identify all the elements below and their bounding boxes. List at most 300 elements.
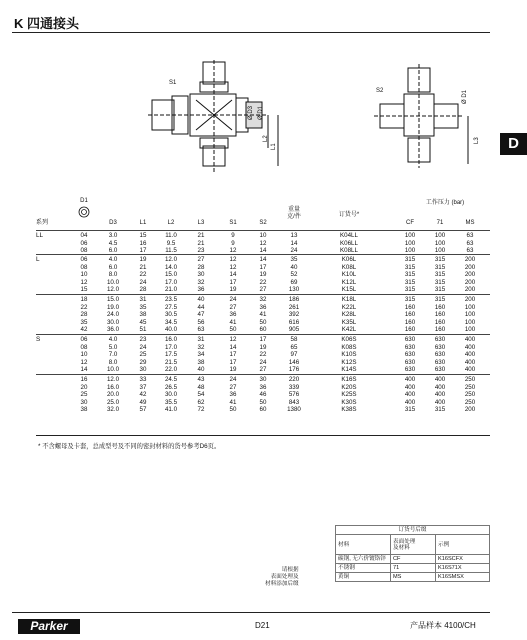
table-cell: 25.0: [106, 398, 120, 406]
header-l2: L2: [167, 220, 175, 226]
series-label: L: [36, 256, 40, 263]
table-cell: 4.0: [108, 256, 118, 263]
table-cell: 51: [139, 326, 147, 334]
table-cell: 18: [80, 296, 88, 303]
table-cell: 48: [197, 383, 205, 391]
table-row: [36, 279, 490, 287]
table-cell: K12S: [341, 358, 357, 366]
table-cell: 160: [434, 326, 446, 334]
table-cell: 52: [290, 271, 298, 279]
table-cell: 9.5: [166, 239, 176, 247]
table-cell: 4.5: [108, 239, 118, 247]
header-71: 71: [436, 220, 444, 226]
table-cell: 41: [229, 318, 237, 326]
table-cell: 14: [229, 271, 237, 279]
table-cell: K38S: [341, 406, 357, 414]
table-cell: 36: [229, 391, 237, 399]
suffix-cell: K16SMSX: [436, 573, 490, 582]
table-cell: 9: [231, 239, 235, 247]
table-cell: 22: [259, 351, 267, 359]
table-cell: 08: [80, 263, 88, 271]
table-cell: 24: [290, 247, 298, 255]
suffix-instructions: 请根据 表面处理及 材料添加后缀: [265, 567, 299, 587]
table-row: [36, 366, 490, 374]
table-cell: 250: [464, 376, 476, 383]
table-cell: 19: [259, 343, 267, 351]
page-number: D21: [255, 621, 270, 630]
table-cell: 630: [434, 336, 446, 343]
table-cell: 27: [197, 256, 205, 263]
table-cell: 4.0: [108, 336, 118, 343]
l1-label: L1: [271, 143, 277, 150]
table-cell: 100: [434, 239, 446, 247]
table-cell: 261: [288, 303, 300, 311]
table-cell: 315: [404, 263, 416, 271]
table-group: [36, 334, 490, 375]
table-cell: 60: [259, 326, 267, 334]
table-cell: 315: [404, 256, 416, 263]
suffix-table-title: 订货号后缀: [336, 526, 490, 535]
table-cell: 8.0: [108, 358, 118, 366]
table-cell: 400: [404, 391, 416, 399]
table-cell: 34.5: [164, 318, 178, 326]
table-cell: 24: [139, 343, 147, 351]
table-cell: K22L: [341, 303, 357, 311]
table-cell: 630: [404, 358, 416, 366]
header-weight: 重量 克/件: [287, 207, 301, 220]
table-cell: 63: [466, 247, 474, 255]
table-cell: 17.5: [164, 351, 178, 359]
table-cell: 27.5: [164, 303, 178, 311]
d1-label: Ø D1: [258, 105, 264, 120]
table-cell: 54: [197, 391, 205, 399]
table-cell: 9: [231, 232, 235, 239]
table-cell: 160: [434, 311, 446, 319]
table-cell: 38: [197, 358, 205, 366]
table-cell: 41.0: [164, 406, 178, 414]
table-cell: 315: [404, 286, 416, 294]
header-s1: S1: [229, 220, 237, 226]
table-cell: 41: [259, 311, 267, 319]
table-cell: 100: [464, 311, 476, 319]
table-cell: 315: [434, 263, 446, 271]
table-cell: 60: [259, 406, 267, 414]
table-cell: 14: [290, 239, 298, 247]
table-cell: K15L: [341, 286, 357, 294]
table-cell: 28: [197, 263, 205, 271]
table-cell: 30: [139, 366, 147, 374]
table-cell: 315: [434, 256, 446, 263]
table-cell: 19: [229, 286, 237, 294]
table-cell: 56: [197, 318, 205, 326]
table-cell: 200: [464, 406, 476, 414]
table-cell: 130: [288, 286, 300, 294]
table-cell: 47: [197, 311, 205, 319]
header-series: 系列: [36, 220, 49, 226]
table-cell: 315: [434, 286, 446, 294]
table-cell: 250: [464, 391, 476, 399]
header-cf: CF: [406, 220, 414, 226]
table-cell: 27: [259, 366, 267, 374]
table-cell: 21: [197, 239, 205, 247]
table-cell: 12: [229, 256, 237, 263]
table-cell: 100: [464, 326, 476, 334]
table-cell: 100: [404, 232, 416, 239]
table-cell: 630: [404, 351, 416, 359]
table-row: [36, 264, 490, 272]
table-cell: 22.0: [164, 366, 178, 374]
table-cell: 616: [288, 318, 300, 326]
table-cell: 50: [259, 318, 267, 326]
table-cell: 100: [404, 247, 416, 255]
table-cell: 25: [80, 391, 88, 399]
table-cell: 35: [139, 303, 147, 311]
table-cell: 50: [259, 398, 267, 406]
table-cell: 08: [80, 247, 88, 255]
table-row: [36, 326, 490, 334]
table-cell: 630: [434, 343, 446, 351]
table-bottom-rule: [36, 435, 490, 436]
table-group: [36, 294, 490, 335]
table-cell: 400: [464, 351, 476, 359]
table-cell: 04: [80, 232, 88, 239]
table-cell: 17.0: [164, 278, 178, 286]
table-cell: 41: [229, 398, 237, 406]
table-cell: 186: [288, 296, 300, 303]
page-title: K 四通接头: [14, 16, 80, 31]
table-cell: 12: [229, 336, 237, 343]
table-row: [336, 573, 490, 582]
table-cell: K06LL: [340, 239, 358, 247]
table-row: [336, 555, 490, 564]
table-cell: 400: [434, 383, 446, 391]
table-row: [36, 376, 490, 384]
table-row: [36, 344, 490, 352]
table-cell: 315: [404, 271, 416, 279]
table-cell: K08S: [341, 343, 357, 351]
parker-logo: Parker: [18, 619, 80, 634]
header-l3: L3: [197, 220, 205, 226]
table-cell: K06L: [341, 256, 357, 263]
table-cell: 31: [197, 336, 205, 343]
table-cell: 29: [139, 358, 147, 366]
header-order: 订货号*: [338, 212, 360, 218]
table-cell: 315: [434, 296, 446, 303]
table-cell: 45: [139, 318, 147, 326]
table-cell: 06: [80, 256, 88, 263]
table-cell: 27: [229, 303, 237, 311]
table-cell: K12L: [341, 278, 357, 286]
table-cell: 315: [404, 278, 416, 286]
table-cell: 24.0: [106, 311, 120, 319]
table-cell: 27: [259, 286, 267, 294]
table-cell: 40: [290, 263, 298, 271]
table-cell: 33: [139, 376, 147, 383]
series-label: S: [36, 336, 41, 343]
table-cell: 630: [434, 351, 446, 359]
table-cell: 44: [197, 303, 205, 311]
table-cell: 28: [139, 286, 147, 294]
table-cell: 400: [464, 366, 476, 374]
table-cell: 72: [197, 406, 205, 414]
table-cell: 63: [197, 326, 205, 334]
table-cell: 65: [290, 343, 298, 351]
table-cell: 100: [434, 247, 446, 255]
table-cell: K16S: [341, 376, 357, 383]
table-cell: 40.0: [164, 326, 178, 334]
table-cell: 23.5: [164, 296, 178, 303]
table-cell: 400: [404, 398, 416, 406]
table-cell: 16: [80, 376, 88, 383]
table-cell: 22: [139, 271, 147, 279]
table-cell: 10.0: [106, 366, 120, 374]
suffix-cell: K16S71X: [436, 564, 490, 573]
table-cell: 19: [259, 271, 267, 279]
table-cell: 19: [139, 256, 147, 263]
table-cell: 23: [139, 336, 147, 343]
table-cell: 176: [288, 366, 300, 374]
table-cell: 15.0: [164, 271, 178, 279]
table-cell: 21.0: [164, 286, 178, 294]
table-cell: 250: [464, 398, 476, 406]
table-cell: 22: [259, 278, 267, 286]
table-row: [36, 351, 490, 359]
table-cell: K35L: [341, 318, 357, 326]
table-cell: 6.0: [108, 247, 118, 255]
table-cell: 42: [139, 391, 147, 399]
table-row: [36, 406, 490, 414]
table-cell: 12.0: [106, 286, 120, 294]
header-l1: L1: [139, 220, 147, 226]
table-cell: 630: [404, 343, 416, 351]
table-cell: 43: [197, 376, 205, 383]
table-cell: 38: [80, 406, 88, 414]
table-cell: 12.0: [164, 256, 178, 263]
footnote: * 不含螺母及卡套，总成型号及不同的密封材料的货号参考D6页。: [38, 443, 221, 450]
table-cell: 576: [288, 391, 300, 399]
cross-fitting-drawing: [140, 60, 280, 200]
table-cell: 315: [404, 296, 416, 303]
table-cell: 63: [466, 232, 474, 239]
table-cell: 100: [464, 318, 476, 326]
table-cell: 392: [288, 311, 300, 319]
table-cell: 17: [139, 247, 147, 255]
table-cell: 34: [197, 351, 205, 359]
table-cell: 400: [404, 383, 416, 391]
table-row: [36, 232, 490, 240]
table-cell: 30: [80, 398, 88, 406]
table-cell: 10: [259, 232, 267, 239]
table-cell: 24: [139, 278, 147, 286]
table-cell: K42L: [341, 326, 357, 334]
table-cell: 14: [259, 247, 267, 255]
table-cell: 24: [259, 358, 267, 366]
table-cell: 200: [464, 278, 476, 286]
table-cell: 30: [259, 376, 267, 383]
s2-label: S2: [376, 88, 384, 94]
header-d3: D3: [109, 220, 117, 226]
suffix-cell: 71: [391, 564, 436, 573]
title-rule: [12, 32, 490, 33]
l2-label: L2: [263, 135, 269, 142]
table-cell: 250: [464, 383, 476, 391]
table-cell: 28: [80, 311, 88, 319]
table-cell: 38: [139, 311, 147, 319]
suffix-header-example: 示例: [436, 535, 490, 555]
table-cell: 100: [464, 303, 476, 311]
table-cell: 69: [290, 278, 298, 286]
thread-icon: [78, 206, 90, 218]
table-cell: 200: [464, 271, 476, 279]
table-cell: 5.0: [108, 343, 118, 351]
table-cell: 12: [80, 358, 88, 366]
table-cell: 21: [139, 263, 147, 271]
table-cell: K06S: [341, 336, 357, 343]
suffix-cell: K16SCFX: [436, 555, 490, 564]
table-cell: 97: [290, 351, 298, 359]
table-cell: 50: [229, 406, 237, 414]
table-cell: 30.0: [106, 318, 120, 326]
table-cell: 27: [229, 383, 237, 391]
table-cell: 23: [197, 247, 205, 255]
table-cell: 160: [434, 303, 446, 311]
table-cell: 30.5: [164, 311, 178, 319]
table-cell: 17: [229, 278, 237, 286]
table-cell: K30S: [341, 398, 357, 406]
table-cell: 630: [434, 366, 446, 374]
table-row: [336, 564, 490, 573]
table-cell: 146: [288, 358, 300, 366]
table-cell: K08LL: [340, 247, 358, 255]
suffix-header-treatment: 表面处理 及材料: [391, 535, 436, 555]
table-cell: 12.0: [106, 376, 120, 383]
table-cell: 400: [464, 343, 476, 351]
table-cell: 339: [288, 383, 300, 391]
section-tab: D: [500, 133, 527, 155]
table-cell: 36: [259, 383, 267, 391]
table-cell: 11.0: [165, 232, 177, 239]
table-cell: 30: [197, 271, 205, 279]
table-cell: 20.0: [106, 391, 120, 399]
table-cell: 12: [229, 263, 237, 271]
table-group: [36, 254, 490, 295]
table-row: [36, 319, 490, 327]
table-cell: 25: [139, 351, 147, 359]
table-cell: 14: [80, 366, 88, 374]
table-cell: 200: [464, 286, 476, 294]
table-header: [0, 198, 527, 230]
table-group: [36, 230, 490, 256]
table-cell: 12: [80, 278, 88, 286]
table-cell: K14S: [341, 366, 357, 374]
table-cell: K04LL: [340, 232, 358, 239]
table-row: [36, 336, 490, 344]
table-cell: 58: [290, 336, 298, 343]
d1b-label: Ø D1: [462, 89, 468, 104]
suffix-cell: 黄铜: [336, 573, 391, 582]
table-cell: 62: [197, 398, 205, 406]
table-cell: 630: [404, 336, 416, 343]
table-cell: 26.5: [164, 383, 178, 391]
table-row: [36, 271, 490, 279]
table-cell: 40: [197, 366, 205, 374]
table-cell: 630: [434, 358, 446, 366]
table-cell: 57: [139, 406, 147, 414]
table-cell: K25S: [341, 391, 357, 399]
table-cell: 15: [139, 232, 147, 239]
table-cell: 06: [80, 239, 88, 247]
table-cell: 19.0: [106, 303, 120, 311]
table-cell: 315: [404, 406, 416, 414]
table-cell: 21.5: [164, 358, 178, 366]
s1-label: S1: [169, 80, 177, 86]
table-cell: 400: [434, 376, 446, 383]
table-cell: 30.0: [164, 391, 178, 399]
table-cell: 17: [229, 351, 237, 359]
table-cell: 19: [229, 366, 237, 374]
table-cell: 17: [259, 263, 267, 271]
table-cell: 32.0: [106, 406, 120, 414]
table-cell: 1380: [287, 406, 301, 414]
table-cell: 36: [229, 311, 237, 319]
table-cell: 15.0: [106, 296, 120, 303]
suffix-cell: 碳钢, 无六价镀铬锌: [336, 555, 391, 564]
l3-label: L3: [474, 137, 480, 144]
table-cell: 400: [434, 391, 446, 399]
table-group: [36, 374, 490, 415]
table-cell: 315: [434, 271, 446, 279]
table-cell: 200: [464, 263, 476, 271]
table-row: [36, 399, 490, 407]
table-cell: 843: [288, 398, 300, 406]
table-cell: 400: [464, 358, 476, 366]
table-cell: 16.0: [164, 336, 178, 343]
series-label: LL: [36, 232, 44, 239]
table-cell: 315: [434, 406, 446, 414]
table-row: [36, 391, 490, 399]
table-cell: 17: [259, 336, 267, 343]
table-row: [36, 256, 490, 264]
table-cell: 32: [197, 278, 205, 286]
suffix-header-material: 材料: [336, 535, 391, 555]
table-cell: 160: [404, 326, 416, 334]
table-row: [36, 304, 490, 312]
table-cell: 905: [288, 326, 300, 334]
table-cell: K08L: [341, 263, 357, 271]
table-cell: K10L: [341, 271, 357, 279]
table-cell: 10: [80, 271, 88, 279]
header-s2: S2: [259, 220, 267, 226]
table-cell: 63: [466, 239, 474, 247]
table-cell: 22: [80, 303, 88, 311]
table-cell: 21: [197, 232, 205, 239]
table-cell: 400: [434, 398, 446, 406]
table-cell: 14: [259, 256, 267, 263]
table-cell: 12: [259, 239, 267, 247]
table-cell: 42: [80, 326, 88, 334]
table-cell: 11.5: [165, 247, 177, 255]
table-cell: 17.0: [164, 343, 178, 351]
table-cell: 13: [290, 232, 298, 239]
table-row: [36, 286, 490, 294]
table-cell: 220: [288, 376, 300, 383]
suffix-cell: MS: [391, 573, 436, 582]
table-cell: 40: [197, 296, 205, 303]
table-cell: 400: [464, 336, 476, 343]
table-cell: 12: [229, 247, 237, 255]
table-cell: 630: [404, 366, 416, 374]
table-cell: 31: [139, 296, 147, 303]
